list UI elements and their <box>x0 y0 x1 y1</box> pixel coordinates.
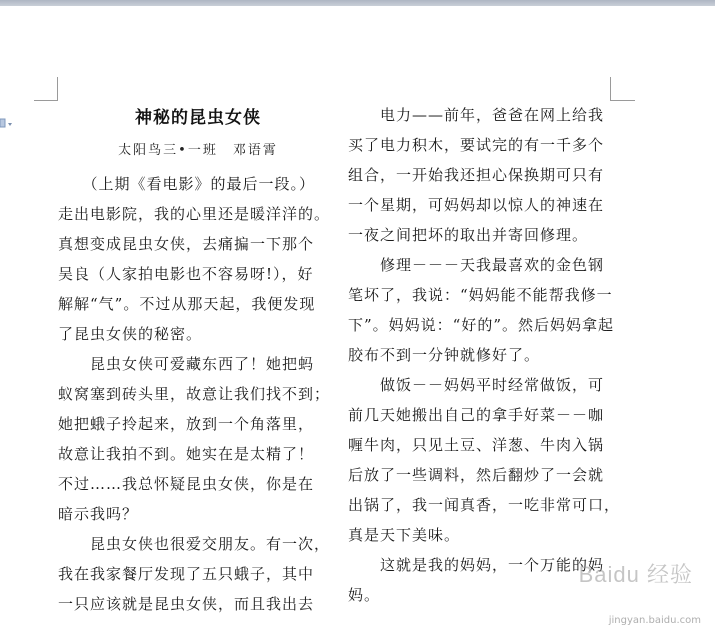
text-line: 我在我家餐厅发现了五只蛾子，其中 <box>58 565 315 583</box>
text-line: 一只应该就是昆虫女侠，而且我出去 <box>58 595 315 613</box>
text-line: 真想变成昆虫女侠，去痛揙一下那个 <box>58 235 315 253</box>
text-line: 昆虫女侠可爱藏东西了！她把蚂 <box>58 355 315 373</box>
text-line: 一夜之间把坏的取出并寄回修理。 <box>348 226 589 244</box>
text-line: 胶布不到一分钟就修好了。 <box>348 346 541 364</box>
left-text-column <box>58 169 330 619</box>
format-marker-icon[interactable] <box>0 117 14 133</box>
text-line: 妈。 <box>348 586 381 604</box>
crop-mark-right-vertical <box>610 77 611 101</box>
text-line: 解解“气”。不过从那天起，我便发现 <box>58 295 316 313</box>
text-line: 下”。妈妈说：“好的”。然后妈妈拿起 <box>348 316 615 334</box>
document-title: 神秘的昆虫女侠 <box>135 108 261 128</box>
watermark-text: Baidu 经验 <box>578 562 693 587</box>
text-line: 买了电力积木，要试完的有一千多个 <box>348 136 605 154</box>
text-line: 笔坏了，我说：“妈妈能不能帮我修一 <box>348 286 613 304</box>
document-byline: 太阳鸟三•一班 邓语霄 <box>118 143 278 158</box>
text-line: 吴良（人家拍电影也不容易呀!），好 <box>58 265 314 283</box>
text-line: 后放了一些调料，然后翻炒了一会就 <box>348 466 605 484</box>
text-line: 做饭－－妈妈平时经常做饭，可 <box>348 376 605 394</box>
text-line: 不过……我总怀疑昆虫女侠，你是在 <box>58 475 315 493</box>
text-line: 出锅了，我一闻真香，一吃非常可口， <box>348 496 621 514</box>
text-line: 蚁窝塞到砖头里，故意让我们找不到； <box>58 385 331 403</box>
text-line: 组合，一开始我还担心保换期可只有 <box>348 166 605 184</box>
watermark-url: jingyan.baidu.com <box>608 615 701 626</box>
text-line: 真是天下美味。 <box>348 526 461 544</box>
text-line: 修理－－－天我最喜欢的金色钢 <box>348 256 605 274</box>
text-line: 这就是我的妈妈，一个万能的妈 <box>348 556 605 574</box>
text-line: 她把蛾子拎起来，放到一个角落里， <box>58 415 315 433</box>
text-line: 前几天她搬出自己的拿手好菜－－咖 <box>348 406 605 424</box>
text-line: 故意让我拍不到。她实在是太精了！ <box>58 445 315 463</box>
text-line: （上期《看电影》的最后一段。） <box>58 175 316 193</box>
text-line: 了昆虫女侠的秘密。 <box>58 325 203 343</box>
crop-mark-left-horizontal <box>34 100 58 101</box>
right-text-column <box>348 100 620 610</box>
text-line: 走出电影院，我的心里还是暖洋洋的。 <box>58 205 331 223</box>
text-line: 昆虫女侠也很爱交朋友。有一次， <box>58 535 331 553</box>
text-line: 电力——前年，爸爸在网上给我 <box>348 106 605 124</box>
text-line: 暗示我吗？ <box>58 505 139 523</box>
text-line: 喱牛肉，只见土豆、洋葱、牛肉入锅 <box>348 436 605 454</box>
crop-mark-left-vertical <box>57 77 58 101</box>
text-line: 一个星期，可妈妈却以惊人的神速在 <box>348 196 605 214</box>
